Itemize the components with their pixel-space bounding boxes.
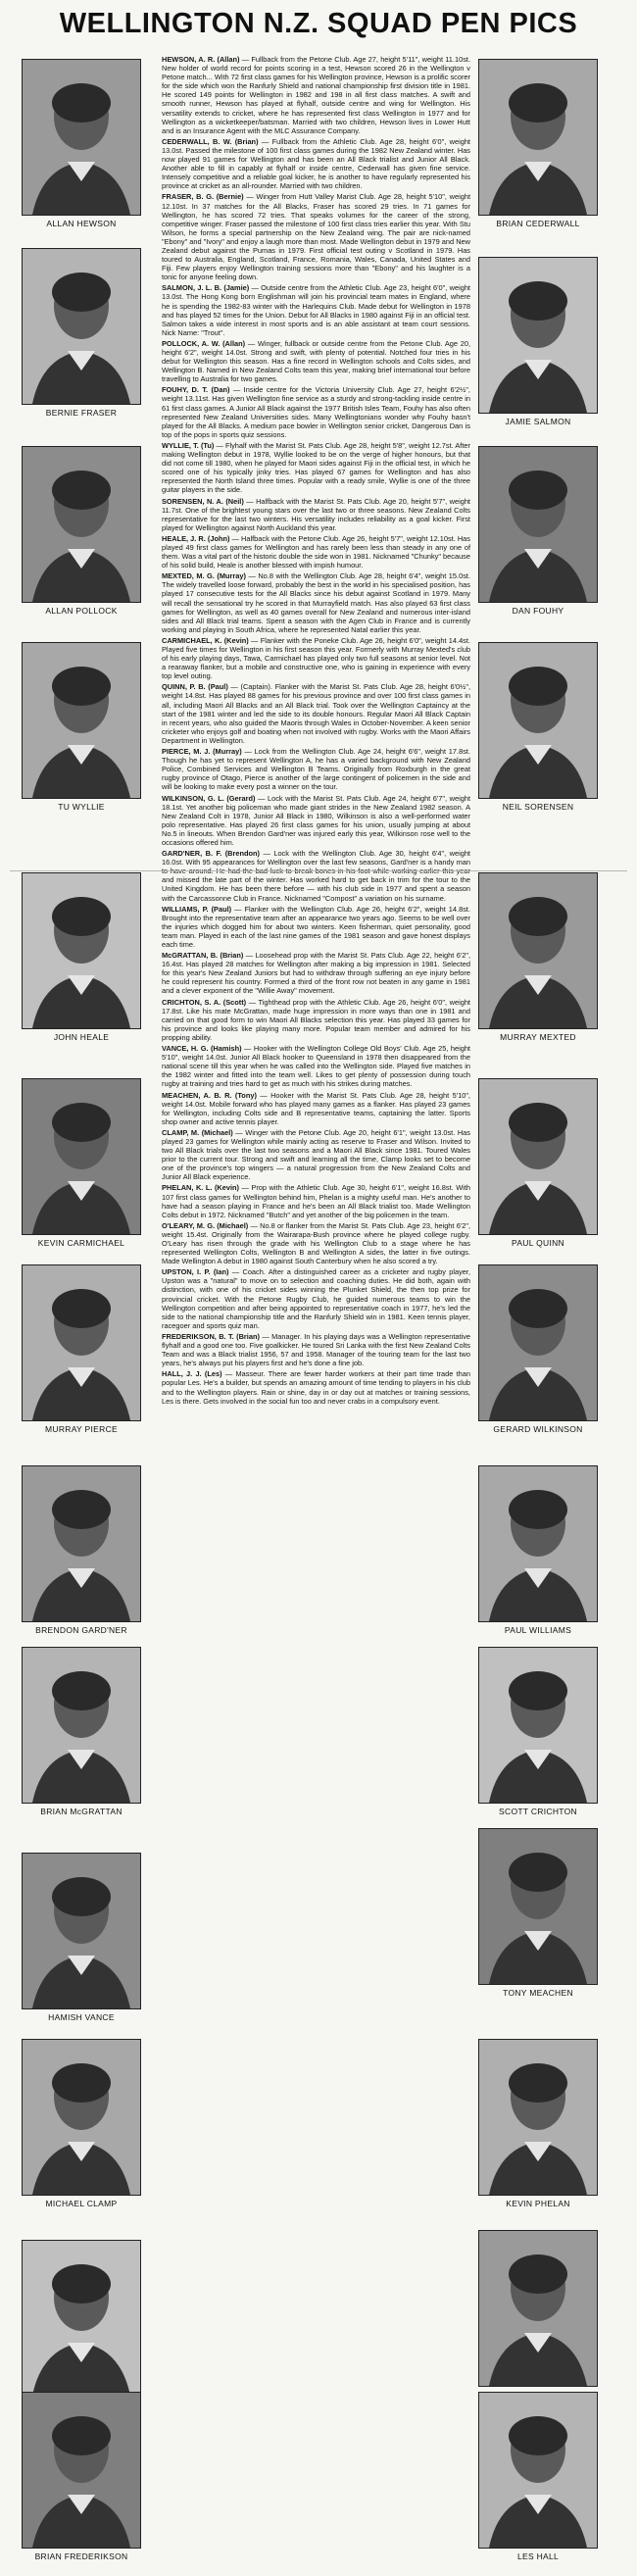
player-bio [162,1369,470,1405]
player-description: — No.8 with the Wellington Club. Age 28, height 6'4", weight 15.0st. The widely travelled loose forward, probably the best in the world in his specialised position, has played 17 consecutive tests for the All Blacks since his debut against Scotland in 1979. Many will recall the sensational try he scored in that Murrayfield match. Has also played 63 first class games for Wellington, as well as 40 games overall for New Zealand and numerous inter-island sides and All Black trial teams. Spent a season with the Agen Club in France and is currently working and playing in South Africa, where he represented Natal earlier this year. [162,571,470,634]
player-photo [478,59,598,228]
portrait-image [478,872,598,1029]
player-photo [22,1264,141,1434]
player-photo [478,1828,598,1998]
player-description: — Prop with the Athletic Club. Age 30, height 6'1", weight 16.8st. With 107 first class games for Wellington behind him, Phelan is a mighty useful man. He's another to have had a season playing in France and he's been an All Black trialist too. Made Wellington Colts debut in 1972. Nicknamed "Butch" and yet another of the big policemen in the team. [162,1183,470,1219]
player-description: — Flanker with the Wellington Club. Age 26, height 6'2", weight 14.8st. Brought into the representative team after an appearance two years ago. Seems to be well over the injuries which dogged him for about two winters. Keen fisherman, quiet personality, good team man. Played in each of the last nine games of the 1981 season and gave honest displays each time. [162,904,470,949]
player-name: PIERCE, M. J. (Murray) [162,747,242,757]
player-photo [478,1465,598,1635]
player-name: FOUHY, D. T. (Dan) [162,385,230,395]
player-bio [162,951,470,995]
player-name: WILKINSON, G. L. (Gerard) [162,793,256,803]
player-description: — Winger with the Petone Club. Age 20, height 6'1", weight 13.0st. Has played 23 games for Wellington while mainly acting as reserve to Fraser and Wilson. Invited to two All Black trials over the last two seasons and a Maori All Black since 1981. Toured Wales prior to the current tour. Strong and swift and learning all the time, Clamp looks set to become one of the province's top wingers — a natural progression from the New Zealand Colts and Junior All Black experience. [162,1127,470,1182]
player-bio [162,137,470,191]
portrait-image [478,1264,598,1421]
player-photo [478,2392,598,2561]
player-description: — Halfback with the Petone Club. Age 26, height 5'7", weight 12.10st. Has played 49 first class games for Wellington and has rarely been less than steady in any one of them. Was a vital part of the historic double the side won in 1981. Nicknamed "Chunky" because of his solid build, Heale is another blessed with impish humour. [162,533,470,570]
photo-caption: NEIL SORENSEN [502,802,574,812]
player-photo [478,642,598,812]
portrait-image [22,1078,141,1235]
photo-caption: BRENDON GARD'NER [35,1625,127,1635]
player-description: — Winger from Hutt Valley Marist Club. Age 28, height 5'10", weight 12.10st. In 37 matches for the All Blacks, Fraser has scored 29 tries. In 71 games for Wellington, he has scored 72 tries. That speaks volumes for the career of the strong, competitive winger. Fraser passed the milestone of 100 first class tries earlier this year. With Stu Wilson, he forms a special partnership on the New Zealand wing. The pair are nick-named "Ebony" and "Ivory" and enjoy a laugh more than most. Made Wellington debut in 1979 and New Zealand debut against the Pumas in 1979. First official test outing v Scotland in 1979. Has toured to Australia, England, Scotland, France, Romania, Wales, Canada, United States and Fiji. Few players enjoy Wellington training sessions more than "Ebony" and his laughter is a tonic for anyone feeling down. [162,192,470,282]
portrait-image [22,1853,141,2009]
player-photo [22,1853,141,2022]
player-photo [478,1647,598,1816]
player-bio [162,385,470,439]
photo-caption: MURRAY MEXTED [500,1032,576,1042]
player-description: — Hooker with the Wellington College Old Boys' Club. Age 25, height 5'10", weight 14.0st. Junior All Black hooker to Queensland in 1978 then disappeared from the national scene till this year when he was called into the Wellington side. Played five matches in the 1982 winter and fitted into the team well. Likes to get plenty of possession during touch rugby at training and tries hard to get as much with his strikes during matches. [162,1044,470,1089]
player-description: — Fullback from the Petone Club. Age 27, height 5'11", weight 11.10st. New holder of world record for points scoring in a test, Hewson scored 26 in the Wellington v Petone match... With 72 first class games for his Wellington province, Hewson is a prolific scorer for the side which won the Ranfurly Shield and national championship first division title in 1981. He scored 149 points for Wellington in 1982 and 198 in all first class matches. A swift and smooth runner, Hewson has played at flyhalf, outside centre and wing for Wellington. His versatility extends to cricket, where he has represented first class Wellington in 1977 and for Wellington as a wicketkeeper/batsman. Married with two children, Hewson lives in Lower Hutt and is an Insurance Agent with the MLC Assurance Company. [162,55,470,135]
player-description: — Loosehead prop with the Marist St. Pats Club. Age 22, height 6'2", 16.4st. Has played 28 matches for Wellington after making a big impression in 1981. Selected for this year's New Zealand Juniors but had to withdraw through suffering an eye injury before he could represent his country. Formed a third of the front row not beaten in any game in 1981 and a clever exponent of the "Willie Away" movement. [162,951,470,996]
player-photo [22,1647,141,1816]
photo-caption: BRIAN McGRATTAN [40,1807,122,1816]
player-description: — Inside centre for the Victoria University Club. Age 27, height 6'2½", weight 13.11st. Has given Wellington fine service as a sturdy and strong-tackling inside centre in 61 first class games. A Junior All Black against the 1977 British Isles Team, Fouhy has also often represented New Zealand Universities sides. Many Wellingtonians wonder why Fouhy hasn't played for the All Blacks. A medium pace bowler in Wellington senior cricket, Dangerous Dan is top of the pops in sports quiz sessions. [162,385,470,439]
player-photo [22,872,141,1042]
player-photo [478,872,598,1042]
player-description: — No.8 or flanker from the Marist St. Pats Club. Age 23, height 6'2", weight 15.4st. Originally from the Wairarapa-Bush province where he played college rugby. O'Leary has risen through the grade with his Wellington Club to a stage where he has represented Wellington Colts, Wellington B and Wellington A sides, the latter in five outings. Made Wellington A debut in 1980 against South Canterbury when he also scored a try. [162,1220,471,1266]
portrait-image [22,2392,141,2549]
player-description: — (Captain). Flanker with the Marist St. Pats Club. Age 28, height 6'0½", weight 14.8st. Has played 88 games for his previous province and over 100 first class games in all, including Maori All Blacks and an All Black trial. Took over the Wellington Captaincy at the start of the 1981 winter and led the side to its double honours. Regular Maori All Black Captain in recent years, who also guided the Maoris through Wales in October-November. A keen senior cricketer who enjoys golf and boating when not involved with rugby. Works with the Maori Affairs Department in Wellington. [162,682,470,745]
photo-caption: MICHAEL CLAMP [45,2199,118,2208]
player-bio [162,998,470,1042]
player-name: QUINN, P. B. (Paul) [162,682,228,692]
portrait-image [22,2039,141,2196]
player-bio [162,1267,470,1330]
portrait-image [22,446,141,603]
player-description: — Halfback with the Marist St. Pats Club. Age 20, height 5'7", weight 11.7st. One of the brightest young stars over the last two or three seasons. New Zealand Colts representative for the last two winters. His versatility includes reliability as a goal kicker. First played for Wellington against North Auckland this year. [162,496,470,532]
player-bio [162,747,470,791]
photo-caption: PAUL QUINN [511,1238,564,1248]
player-description: — Tighthead prop with the Athletic Club. Age 26, height 6'0", weight 17.8st. Like his mate McGrattan, made huge impression in more ways than one in 1981 and carried on that good form to win Maori All Blacks selection this year. Has played 33 games for his province and looks like playing many more. Popular team member and admired for his propping ability. [162,997,470,1042]
player-photo [22,59,141,228]
portrait-image [22,59,141,216]
portrait-image [22,872,141,1029]
player-name: MEACHEN, A. B. R. (Tony) [162,1090,257,1100]
player-bio [162,636,470,680]
player-name: VANCE, H. G. (Hamish) [162,1044,242,1054]
player-description: — Hooker with the Marist St. Pats Club. Age 28, height 5'10", weight 14.0st. Mobile forward who has played many games as a flanker. Has played 23 games for Wellington, including Colts side and B representative teams, captaining the latter. Sports shop owner and active tennis player. [162,1090,470,1126]
portrait-image [22,1264,141,1421]
player-name: MEXTED, M. G. (Murray) [162,571,246,581]
player-description: — Coach. After a distinguished career as a cricketer and rugby player, Upston was a "natural" to move on to selection and coaching duties. He did both, again with distinction, with one of his cricket sides winning the Plunket Shield, the then top prize for provincial cricket. With the Petone Rugby Club, he guided numerous teams to win the Wellington competition and after being appointed to representative coach in 1977, he's led the side to the national championship title and the Ranfurly Shield win in 1981. Keen tennis player, racegoer and sports quiz man. [162,1267,470,1330]
player-photo [22,642,141,812]
player-bio [162,55,470,135]
player-photo [22,2392,141,2561]
player-bio [162,794,470,848]
player-bio [162,534,470,570]
photo-caption: DAN FOUHY [512,606,564,616]
player-name: FREDERIKSON, B. T. (Brian) [162,1331,260,1341]
player-name: PHELAN, K. L. (Kevin) [162,1183,239,1193]
player-name: WYLLIE, T. (Tu) [162,440,215,450]
photo-caption: MURRAY PIERCE [45,1424,118,1434]
player-photo [478,1078,598,1248]
player-name: CEDERWALL, B. W. (Brian) [162,136,259,146]
player-name: HALL, J. J. (Les) [162,1369,222,1379]
player-description: — Outside centre from the Athletic Club. Age 23, height 6'0", weight 13.0st. The Hong Kong born Englishman will join his provincial team mates in England, where he is spending the 1982-83 winter with the Harlequins Club. Made debut for Wellington in 1978 and has played 52 times for the Union. Debut for All Blacks in 1980 against Fiji in an official test. Salmon takes a wide interest in most sports and is an able assistant at team court sessions. Nick Name: "Trout". [162,283,470,337]
player-name: CLAMP, M. (Michael) [162,1127,233,1137]
player-name: SALMON, J. L. B. (Jamie) [162,283,250,293]
portrait-image [478,2230,598,2387]
photo-caption: TONY MEACHEN [503,1988,573,1998]
portrait-image [22,1647,141,1804]
player-bio [162,1091,470,1126]
player-photo [478,2039,598,2208]
player-photo [478,446,598,616]
section-divider [10,870,627,871]
page-title: WELLINGTON N.Z. SQUAD PEN PICS [59,8,578,39]
portrait-image [478,257,598,414]
player-description: — Flyhalf with the Marist St. Pats Club. Age 28, height 5'8", weight 12.7st. After making Wellington debut in 1978, Wyllie looked to be on the verge of higher honours, but that did not come till 1980, when he played for Maori sides against Fiji in the official test, in which he scored one of his typically jinky tries. Has played 67 games for Wellington and has also represented the North Island three times. Popular with a ready smile, Wyllie is one of the three guitar players in the side. [162,440,470,495]
photo-caption: GERARD WILKINSON [493,1424,583,1434]
photo-caption: ALLAN HEWSON [46,219,117,228]
photo-caption: JAMIE SALMON [505,417,571,426]
portrait-image [22,1465,141,1622]
photo-caption: HAMISH VANCE [48,2012,115,2022]
player-description: — Lock with the Marist St. Pats Club. Age 24, height 6'7", weight 18.1st. Yet another big policeman who made giant strides in the New Zealand 1982 season. A New Zealand Colt in 1978, Junior All Black in 1980, Wilkinson is also a well-performed water polo representative. Has played 26 first class games for his union, usually jumping at about No.5 in lineouts. When Brendon Gard'ner was injured early this year, Wilkinson rose well to the occasions offered him. [162,793,470,847]
photo-caption: KEVIN CARMICHAEL [37,1238,125,1248]
player-description: — Lock from the Wellington Club. Age 24, height 6'6", weight 17.8st. Though he has yet to represent Wellington A, he has a varied background with New Zealand Police, Combined Services and Wellington B Teams. Originally from Roxburgh in the great rugby province of Otago, Pierce is another of the large contingent of policemen in the side and will be looking to make every post a winner on the tour. [162,747,470,792]
player-bio [162,905,470,949]
player-bio [162,1183,470,1218]
player-photo [478,257,598,426]
portrait-image [478,2392,598,2549]
player-name: McGRATTAN, B. (Brian) [162,951,244,961]
player-name: CARMICHAEL, K. (Kevin) [162,635,249,645]
player-photo [22,248,141,418]
portrait-image [478,1465,598,1622]
player-bio [162,1221,470,1265]
player-bio [162,682,470,745]
portrait-image [478,1647,598,1804]
player-bio [162,1332,470,1367]
player-photo [22,2240,141,2409]
portrait-image [478,59,598,216]
player-description: — Winger, fullback or outside centre from the Petone Club. Age 20, height 6'2", weight 14.0st. Strong and swift, with plenty of potential. Notched four tries in his debut for Wellington this season. Has a fine record in Wellington schools and Colts sides, and Wellington B. Named in New Zealand Colts team this year, making brief international tour before travelling to Australia for two games. [162,338,470,384]
portrait-image [478,1828,598,1985]
photo-caption: PAUL WILLIAMS [504,1625,572,1635]
player-name: WILLIAMS, P. (Paul) [162,904,232,914]
player-name: FRASER, B. G. (Bernie) [162,192,244,202]
player-bio [162,441,470,495]
player-name: POLLOCK, A. W. (Allan) [162,338,246,348]
player-name: GARD'NER, B. F. (Brendon) [162,849,261,859]
player-name: UPSTON, I. P. (Ian) [162,1267,229,1277]
player-description: — Lock with the Wellington Club. Age 30, height 6'4", weight 16.0st. With 95 appearances for Wellington over the last few seasons, Gard'ner is a handy man and missed the late part of the winter. Has worked hard to get back in trim for the tour to the United Kingdom. He has been there before — with his club side in 1977 and spent a season with the Carcassonne Club in France. Nicknamed "Compost" a variation on his surname. [162,849,470,903]
player-bio [162,192,470,281]
player-bio [162,283,470,337]
photo-caption: KEVIN PHELAN [506,2199,570,2208]
player-photo [478,1264,598,1434]
player-bio [162,339,470,383]
player-name: SORENSEN, N. A. (Neil) [162,496,244,506]
portrait-image [478,642,598,799]
player-description: — Masseur. There are fewer harder workers at their part time trade than popular Les. He's a builder, but spends an amazing amount of time tending to players in his club and to the Wellington players. Rain or shine, day in or day out at matches or training sessions, Les is there. Gets involved in the social fun too and never crabs in a compulsory event. [162,1369,470,1406]
player-bio [162,1128,470,1182]
player-description: — Manager. In his playing days was a Wellington representative flyhalf and a good one too. Five goalkicker. He toured Sri Lanka with the first New Zealand Colts Team and was a Black trialist 1956, 57 and 1958. Manager of the touring team for the last two years, he's always put his players first and he's done a fine job. [162,1331,471,1368]
player-bio [162,497,470,532]
photo-caption: BRIAN CEDERWALL [496,219,580,228]
photo-caption: JOHN HEALE [53,1032,110,1042]
photo-caption: LES HALL [516,2551,560,2561]
portrait-image [22,2240,141,2397]
player-description: — Flanker with the Poneke Club. Age 26, height 6'0", weight 14.4st. Played five times for Wellington in his first season this year. Formerly with Murray Mexted's club of his early playing days, Tawa, Carmichael has played only two full seasons at senior level. Not a rearaway flanker, but a mobile and constructive one, who is gaining in experience with every top level outing. [162,635,470,681]
player-photo [22,1078,141,1248]
portrait-image [22,248,141,405]
player-name: CRICHTON, S. A. (Scott) [162,997,247,1007]
photo-caption: BRIAN FREDERIKSON [34,2551,128,2561]
portrait-image [478,446,598,603]
player-name: O'LEARY, M. G. (Michael) [162,1220,249,1230]
photo-caption: SCOTT CRICHTON [499,1807,577,1816]
player-photo [22,446,141,616]
player-bio [162,571,470,634]
player-bio [162,849,470,903]
player-photo [478,2230,598,2400]
player-photo [22,2039,141,2208]
player-description: — Fullback from the Athletic Club. Age 28, height 6'0", weight 13.0st. Passed the milestone of 100 first class games during the 1982 New Zealand winter. Has now played 91 games for Wellington and has been an All Black trialist and Junior All Black. Another able to fill in capably at flyhalf or inside centre, Cederwall has given fine service. Intensely competitive and a reliable goal kicker, he is another to have regularly represented his province at cricket as an all-rounder. Married with two children. [162,136,470,191]
photo-caption: BERNIE FRASER [45,408,118,418]
photo-caption: TU WYLLIE [58,802,105,812]
portrait-image [22,642,141,799]
portrait-image [478,1078,598,1235]
bios-column [162,55,470,1408]
photo-caption: ALLAN POLLOCK [45,606,118,616]
player-photo [22,1465,141,1635]
player-name: HEALE, J. R. (John) [162,533,230,543]
portrait-image [478,2039,598,2196]
player-bio [162,1044,470,1088]
player-name: HEWSON, A. R. (Allan) [162,55,240,64]
